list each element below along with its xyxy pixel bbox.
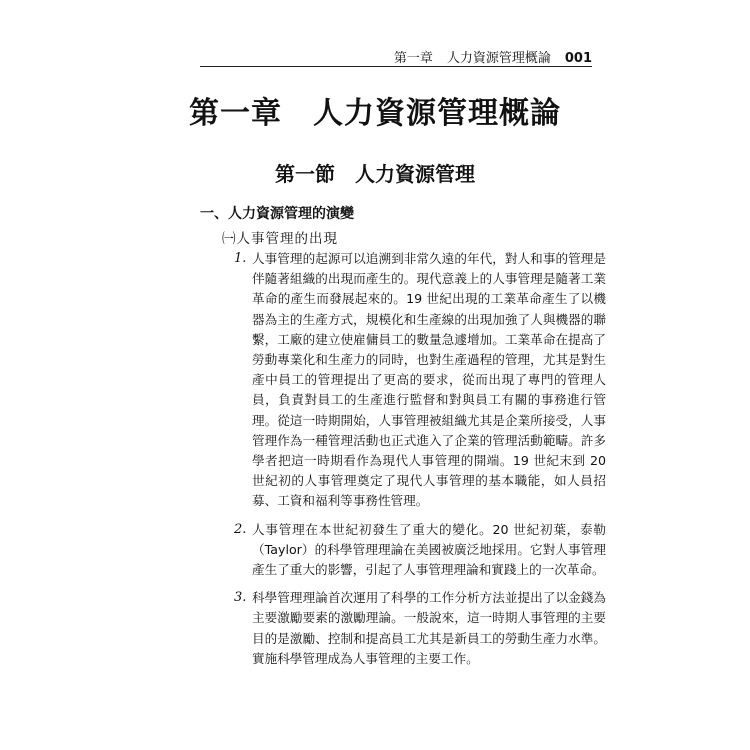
heading-level-1: 一、人力資源管理的演變 <box>200 206 354 222</box>
header-rule <box>200 66 592 67</box>
chapter-title: 第一章 人力資源管理概論 <box>189 96 561 131</box>
page-number: 001 <box>564 51 592 66</box>
list-item <box>234 520 606 581</box>
running-head-title: 人力資源管理概論 <box>446 51 551 66</box>
list-item-number: 1. <box>234 251 247 266</box>
list-item-text: 科學管理理論首次運用了科學的工作分析方法並提出了以金錢為主要激勵要素的激勵理論。一般說來，這一時期人事管理的主要目的是激勵、控制和提高員工尤其是新員工的勞動生產力水準。實施科學管理成為人事管理的主要工作。 <box>252 590 606 666</box>
numbered-list <box>234 249 606 677</box>
list-item-number: 3. <box>234 590 247 606</box>
list-item-text: 人事管理的起源可以追溯到非常久遠的年代，對人和事的管理是伴隨著組織的出現而產生的。現代意義上的人事管理是隨著工業革命的產生而發展起來的。19 世紀出現的工業革命產生了以機器為主的生產方式，規模化和生產線的出現加強了人與機器的聯繫，工廠的建立使雇傭員工的數量急遽增加。工業革命在提高了勞動專業化和生產力的同時，也對生產過程的管理，尤其是對生產中員工的管理提出了更高的要求，從而出現了專門的管理人員，負責對員工的生產進行監督和對與員工有關的事務進行管理。從這一時期開始，人事管理被組織尤其是企業所接受，人事管理作為一種管理活動也正式進入了企業的管理活動範疇。許多學者把這一時期看作為現代人事管理的開端。19 世紀末到 20 世紀初的人事管理奠定了現代人事管理的基本職能，如人員招募、工資和福利等事務性管理。 <box>252 251 606 509</box>
list-item <box>234 588 606 669</box>
list-item-text: 人事管理在本世紀初發生了重大的變化。20 世紀初葉，泰勒（Taylor）的科學管理理論在美國被廣泛地採用。它對人事管理產生了重大的影響，引起了人事管理理論和實踐上的一次革命。 <box>252 521 606 578</box>
running-head <box>394 47 592 66</box>
section-title: 第一節 人力資源管理 <box>275 162 475 186</box>
heading-level-2: ㈠人事管理的出現 <box>222 231 338 247</box>
list-item <box>234 249 606 512</box>
list-item-number: 2. <box>234 521 247 537</box>
running-head-chapter: 第一章 <box>393 51 433 66</box>
